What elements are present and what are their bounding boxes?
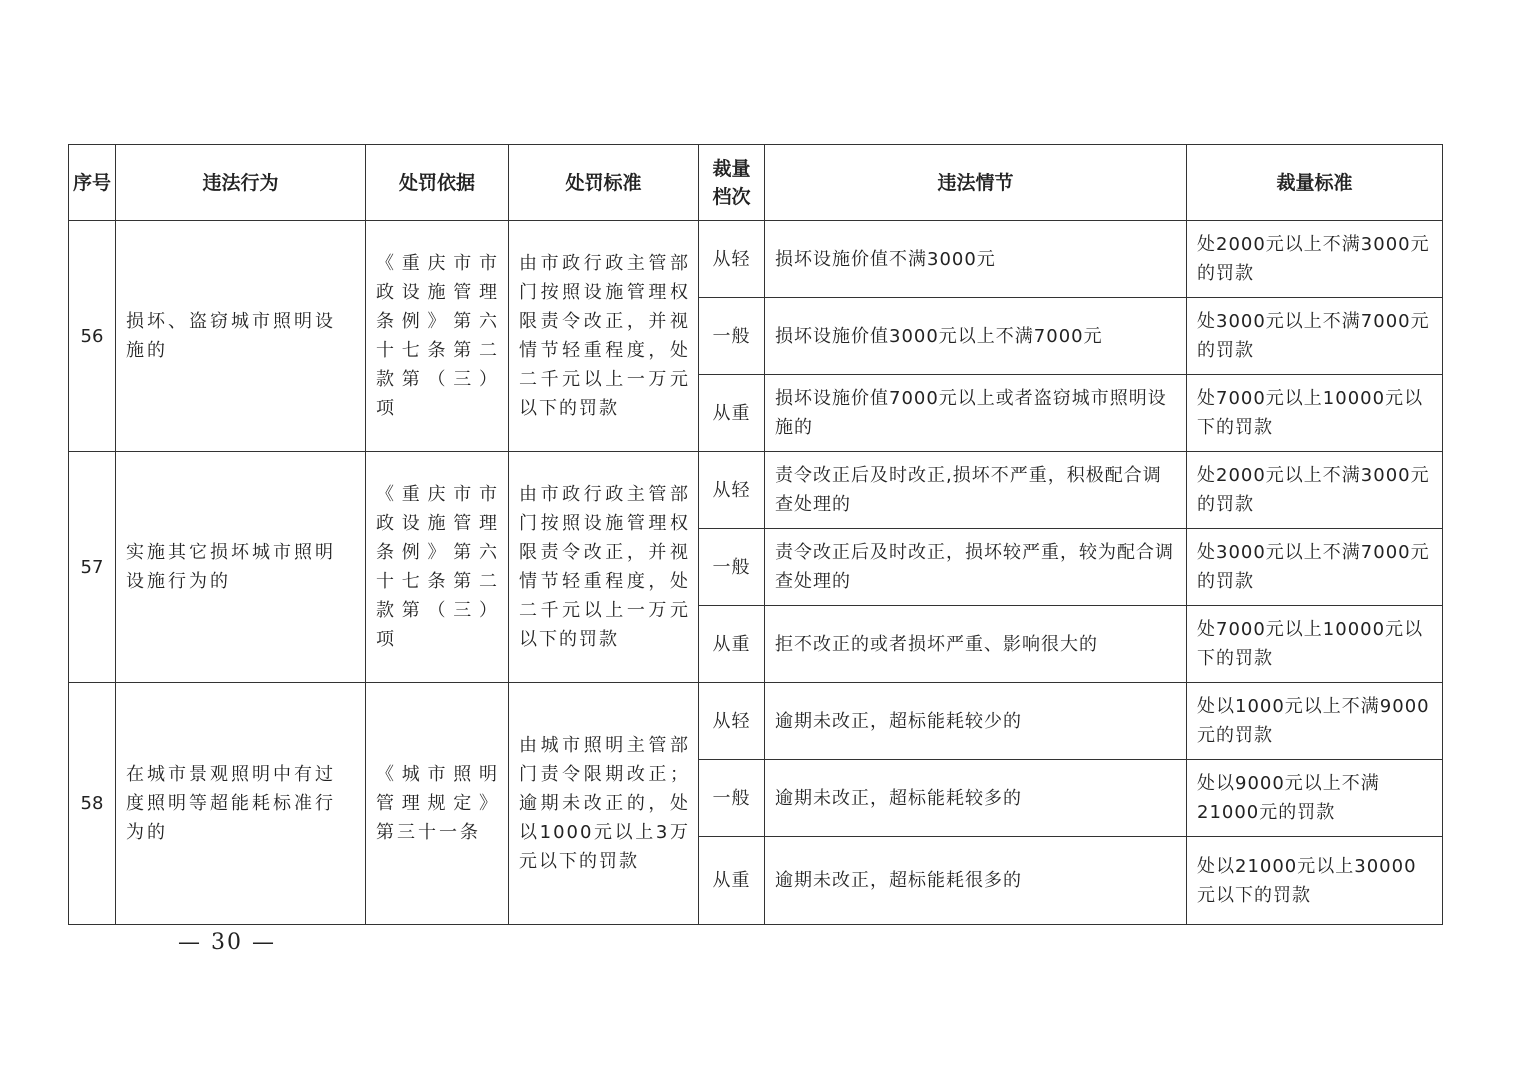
circumstance-text: 责令改正后及时改正,损坏不严重，积极配合调查处理的 bbox=[765, 452, 1187, 529]
discretion-standard-text: 处以1000元以上不满9000元的罚款 bbox=[1187, 683, 1443, 760]
discretion-grade: 从轻 bbox=[699, 452, 765, 529]
penalty-basis-text: 《重庆市市政设施管理条例》第六十七条第二款第（三）项 bbox=[366, 452, 509, 683]
discretion-standard-text: 处2000元以上不满3000元的罚款 bbox=[1187, 221, 1443, 298]
discretion-standard-text: 处以9000元以上不满21000元的罚款 bbox=[1187, 760, 1443, 837]
circumstance-text: 逾期未改正，超标能耗较少的 bbox=[765, 683, 1187, 760]
penalty-basis-text: 《城市照明管理规定》第三十一条 bbox=[366, 683, 509, 925]
circumstance-text: 逾期未改正，超标能耗很多的 bbox=[765, 837, 1187, 925]
page-number: — 30 — bbox=[178, 930, 276, 955]
discretion-standard-text: 处3000元以上不满7000元的罚款 bbox=[1187, 529, 1443, 606]
header-discretion-standard: 裁量标准 bbox=[1187, 145, 1443, 221]
table-row bbox=[69, 683, 1443, 760]
penalty-standard-text: 由市政行政主管部门按照设施管理权限责令改正，并视情节轻重程度，处二千元以上一万元以下的罚款 bbox=[509, 452, 699, 683]
circumstance-text: 逾期未改正，超标能耗较多的 bbox=[765, 760, 1187, 837]
discretion-grade: 从重 bbox=[699, 375, 765, 452]
circumstance-text: 拒不改正的或者损坏严重、影响很大的 bbox=[765, 606, 1187, 683]
discretion-standard-text: 处7000元以上10000元以下的罚款 bbox=[1187, 375, 1443, 452]
discretion-standard-text: 处2000元以上不满3000元的罚款 bbox=[1187, 452, 1443, 529]
header-discretion-grade: 裁量档次 bbox=[699, 145, 765, 221]
header-violation: 违法行为 bbox=[116, 145, 366, 221]
circumstance-text: 损坏设施价值3000元以上不满7000元 bbox=[765, 298, 1187, 375]
discretion-grade: 从轻 bbox=[699, 683, 765, 760]
discretion-grade: 从重 bbox=[699, 606, 765, 683]
header-circumstance: 违法情节 bbox=[765, 145, 1187, 221]
header-penalty-basis: 处罚依据 bbox=[366, 145, 509, 221]
penalty-basis-text: 《重庆市市政设施管理条例》第六十七条第二款第（三）项 bbox=[366, 221, 509, 452]
table-header-row bbox=[69, 145, 1443, 221]
circumstance-text: 损坏设施价值7000元以上或者盗窃城市照明设施的 bbox=[765, 375, 1187, 452]
row-index: 57 bbox=[69, 452, 116, 683]
row-index: 58 bbox=[69, 683, 116, 925]
discretion-standard-text: 处以21000元以上30000元以下的罚款 bbox=[1187, 837, 1443, 925]
discretion-grade: 从重 bbox=[699, 837, 765, 925]
discretion-grade: 从轻 bbox=[699, 221, 765, 298]
discretion-standard-text: 处7000元以上10000元以下的罚款 bbox=[1187, 606, 1443, 683]
penalty-discretion-table bbox=[68, 144, 1443, 925]
discretion-standard-text: 处3000元以上不满7000元的罚款 bbox=[1187, 298, 1443, 375]
table-row bbox=[69, 221, 1443, 298]
table-row bbox=[69, 452, 1443, 529]
penalty-standard-text: 由市政行政主管部门按照设施管理权限责令改正，并视情节轻重程度，处二千元以上一万元以下的罚款 bbox=[509, 221, 699, 452]
violation-text: 在城市景观照明中有过度照明等超能耗标准行为的 bbox=[116, 683, 366, 925]
violation-text: 实施其它损坏城市照明设施行为的 bbox=[116, 452, 366, 683]
discretion-grade: 一般 bbox=[699, 298, 765, 375]
circumstance-text: 损坏设施价值不满3000元 bbox=[765, 221, 1187, 298]
header-index: 序号 bbox=[69, 145, 116, 221]
row-index: 56 bbox=[69, 221, 116, 452]
violation-text: 损坏、盗窃城市照明设施的 bbox=[116, 221, 366, 452]
header-penalty-standard: 处罚标准 bbox=[509, 145, 699, 221]
discretion-grade: 一般 bbox=[699, 760, 765, 837]
circumstance-text: 责令改正后及时改正，损坏较严重，较为配合调查处理的 bbox=[765, 529, 1187, 606]
penalty-standard-text: 由城市照明主管部门责令限期改正；逾期未改正的，处以1000元以上3万元以下的罚款 bbox=[509, 683, 699, 925]
discretion-grade: 一般 bbox=[699, 529, 765, 606]
